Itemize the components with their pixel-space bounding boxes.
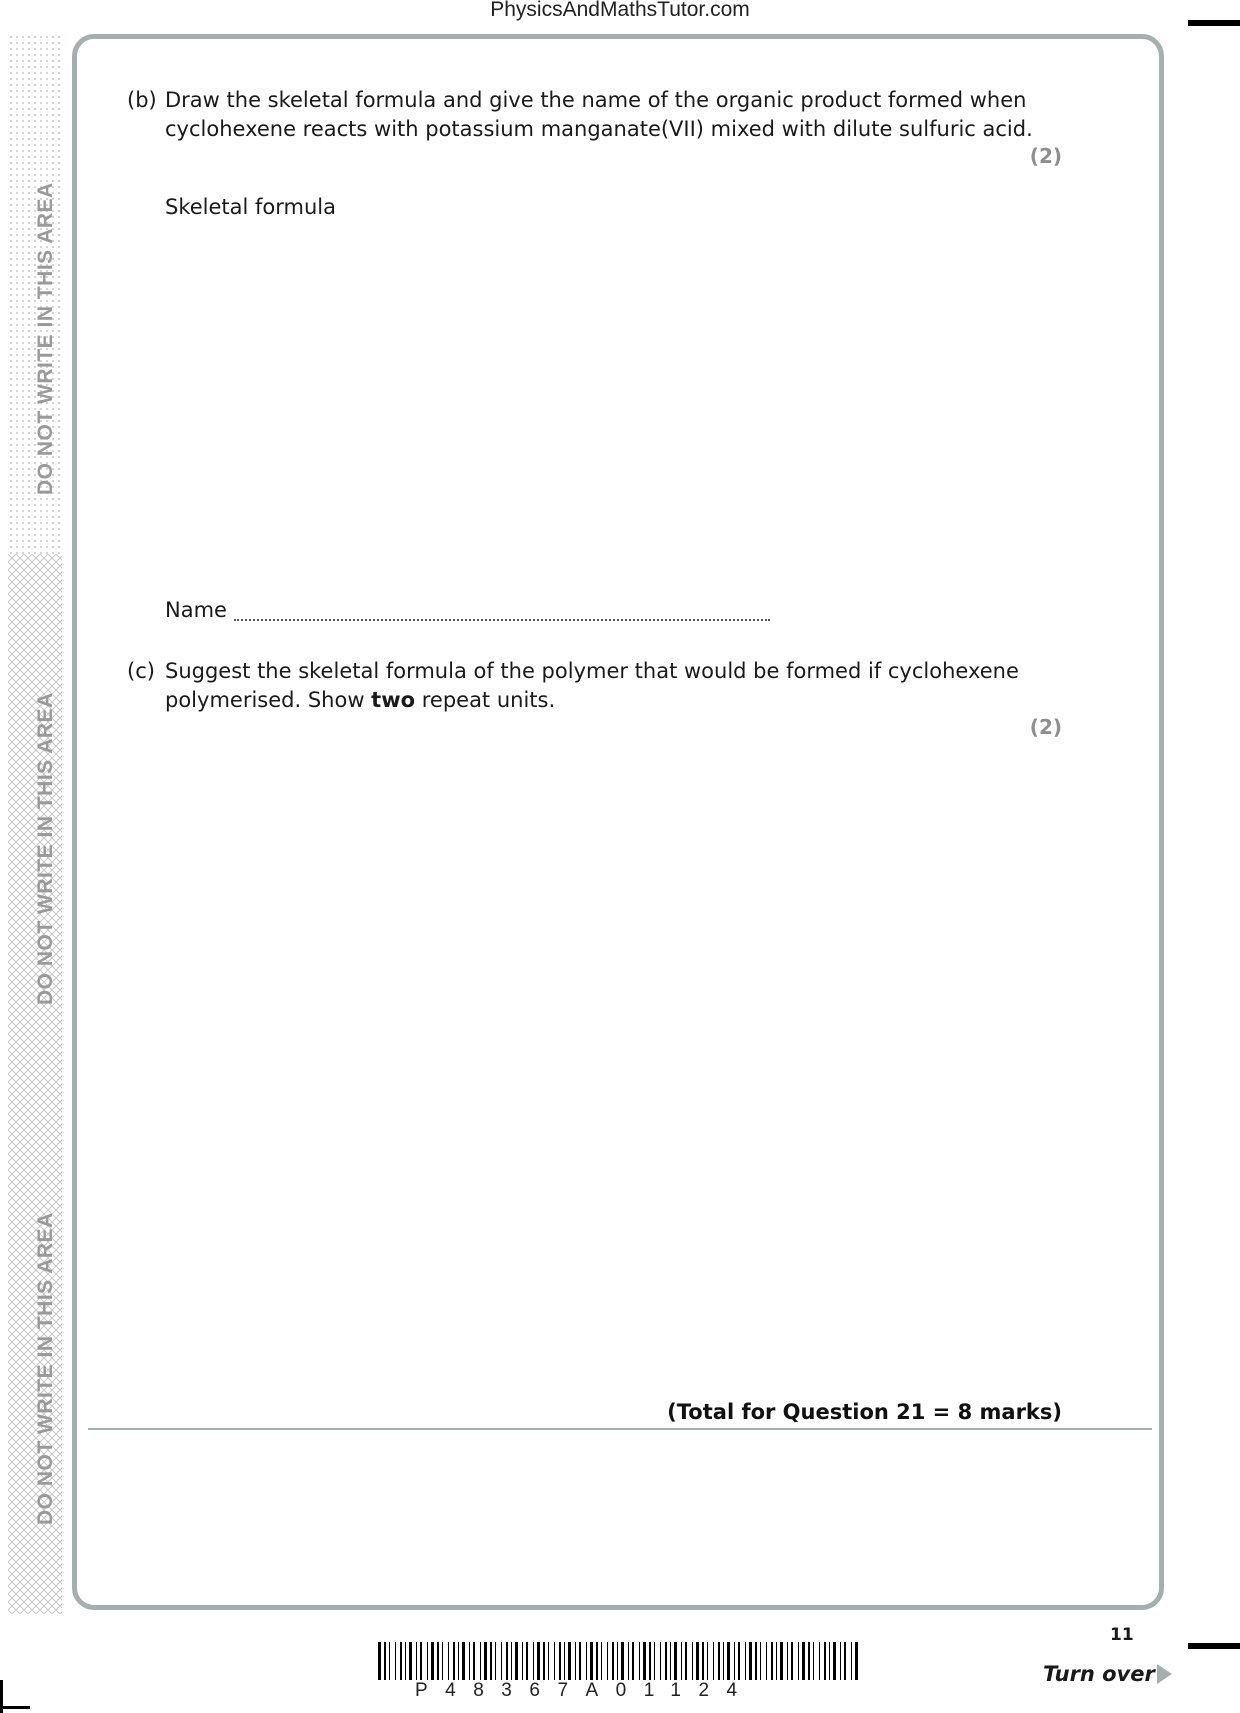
- barcode-bar: [840, 1642, 841, 1680]
- barcode-bar: [484, 1642, 487, 1680]
- barcode-bar: [554, 1642, 555, 1680]
- barcode-bar: [813, 1642, 814, 1680]
- barcode-bar: [819, 1642, 820, 1680]
- barcode-bar: [665, 1642, 667, 1680]
- barcode-bar: [458, 1642, 459, 1680]
- barcode-bar: [453, 1642, 455, 1680]
- barcode-bar: [681, 1642, 682, 1680]
- margin-warning-strip: [8, 34, 62, 1614]
- barcode-bar: [389, 1642, 390, 1680]
- skeletal-formula-label: Skeletal formula: [165, 195, 337, 219]
- barcode-bar: [511, 1642, 512, 1680]
- barcode-bar: [409, 1642, 412, 1680]
- barcode-bar: [766, 1642, 767, 1680]
- crop-mark-bottom: [1188, 1643, 1240, 1649]
- part-b-marks: (2): [1029, 144, 1062, 168]
- barcode-bar: [628, 1642, 629, 1680]
- barcode-bar: [738, 1642, 740, 1680]
- part-b-question: Draw the skeletal formula and give the name of the organic product formed when cyclohexene reacts with potassium manganate(VII) mixed with dilute sulfuric acid.: [165, 88, 1033, 141]
- crop-mark-top: [1188, 20, 1240, 26]
- barcode-bar: [713, 1642, 714, 1680]
- barcode-bar: [639, 1642, 640, 1680]
- barcode-bar: [692, 1642, 693, 1680]
- turn-over-arrow-icon: [1157, 1664, 1172, 1684]
- polymer-answer-space[interactable]: [165, 750, 1045, 1380]
- barcode-bar: [771, 1642, 773, 1680]
- barcode-bar: [674, 1642, 677, 1680]
- barcode-bar: [526, 1642, 528, 1680]
- header-site-name: PhysicsAndMathsTutor.com: [490, 0, 750, 21]
- barcode: [378, 1642, 862, 1682]
- barcode-bar: [431, 1642, 434, 1680]
- barcode-bar: [621, 1642, 624, 1680]
- divider: [88, 1428, 1152, 1430]
- barcode-bar: [548, 1642, 549, 1680]
- barcode-bar: [378, 1642, 381, 1680]
- barcode-bar: [702, 1642, 704, 1680]
- barcode-bar: [755, 1642, 757, 1680]
- barcode-bar: [718, 1642, 720, 1680]
- barcode-bar: [480, 1642, 481, 1680]
- barcode-bar: [522, 1642, 523, 1680]
- barcode-bar: [723, 1642, 724, 1680]
- crop-mark-corner-horizontal: [0, 1706, 30, 1709]
- question-total: (Total for Question 21 = 8 marks): [667, 1400, 1062, 1424]
- part-c-marks: (2): [1029, 715, 1062, 739]
- barcode-bar: [654, 1642, 655, 1680]
- barcode-bar: [745, 1642, 746, 1680]
- barcode-bar: [649, 1642, 651, 1680]
- barcode-bar: [833, 1642, 836, 1680]
- barcode-bar: [448, 1642, 449, 1680]
- barcode-bar: [685, 1642, 687, 1680]
- barcode-bar: [416, 1642, 417, 1680]
- barcode-bar: [670, 1642, 671, 1680]
- barcode-bar: [707, 1642, 708, 1680]
- barcode-bar: [384, 1642, 386, 1680]
- barcode-bar: [442, 1642, 443, 1680]
- barcode-bar: [802, 1642, 805, 1680]
- barcode-text: P48367A01124: [415, 1680, 755, 1701]
- barcode-bar: [612, 1642, 614, 1680]
- barcode-bar: [791, 1642, 793, 1680]
- barcode-bar: [543, 1642, 545, 1680]
- barcode-bar: [734, 1642, 735, 1680]
- barcode-bar: [660, 1642, 661, 1680]
- barcode-bar: [851, 1642, 852, 1680]
- barcode-bar: [643, 1642, 646, 1680]
- barcode-bar: [590, 1642, 593, 1680]
- barcode-bar: [632, 1642, 634, 1680]
- barcode-bar: [515, 1642, 518, 1680]
- barcode-bar: [501, 1642, 502, 1680]
- barcode-bar: [395, 1642, 396, 1680]
- barcode-bar: [568, 1642, 571, 1680]
- part-c-label: (c): [127, 659, 155, 683]
- barcode-bar: [400, 1642, 402, 1680]
- barcode-bar: [473, 1642, 475, 1680]
- barcode-bar: [855, 1642, 858, 1680]
- barcode-bar: [490, 1642, 492, 1680]
- barcode-bar: [780, 1642, 783, 1680]
- part-c-question: Suggest the skeletal formula of the polymer that would be formed if cyclohexene polymerised. Show two repeat units.: [165, 659, 1019, 712]
- barcode-bar: [495, 1642, 496, 1680]
- barcode-bar: [787, 1642, 788, 1680]
- part-b-label: (b): [127, 88, 157, 112]
- barcode-bar: [506, 1642, 508, 1680]
- barcode-bar: [575, 1642, 576, 1680]
- barcode-bar: [420, 1642, 422, 1680]
- barcode-bar: [537, 1642, 540, 1680]
- page-number: 11: [1110, 1625, 1134, 1645]
- barcode-bar: [776, 1642, 777, 1680]
- margin-warning-text: DO NOT WRITE IN THIS AREA: [34, 692, 57, 1006]
- barcode-bar: [829, 1642, 830, 1680]
- barcode-bar: [808, 1642, 810, 1680]
- barcode-bar: [601, 1642, 602, 1680]
- barcode-bar: [727, 1642, 730, 1680]
- barcode-bar: [844, 1642, 846, 1680]
- barcode-bar: [469, 1642, 470, 1680]
- margin-warning-text: DO NOT WRITE IN THIS AREA: [34, 182, 57, 496]
- name-label: Name: [165, 598, 227, 622]
- barcode-bar: [617, 1642, 618, 1680]
- name-answer-line[interactable]: [234, 617, 770, 621]
- barcode-bar: [405, 1642, 406, 1680]
- barcode-bar: [607, 1642, 608, 1680]
- barcode-bar: [533, 1642, 534, 1680]
- turn-over-label: Turn over: [1043, 1662, 1155, 1686]
- barcode-bar: [586, 1642, 587, 1680]
- barcode-bar: [579, 1642, 581, 1680]
- barcode-bar: [564, 1642, 565, 1680]
- barcode-bar: [749, 1642, 752, 1680]
- barcode-bar: [596, 1642, 598, 1680]
- barcode-bar: [760, 1642, 761, 1680]
- barcode-bar: [559, 1642, 561, 1680]
- margin-warning-text: DO NOT WRITE IN THIS AREA: [34, 1212, 57, 1526]
- barcode-bar: [462, 1642, 465, 1680]
- barcode-bar: [696, 1642, 699, 1680]
- barcode-bar: [437, 1642, 439, 1680]
- barcode-bar: [824, 1642, 826, 1680]
- barcode-bar: [427, 1642, 428, 1680]
- skeletal-formula-answer-space[interactable]: [165, 230, 1045, 580]
- barcode-bar: [798, 1642, 799, 1680]
